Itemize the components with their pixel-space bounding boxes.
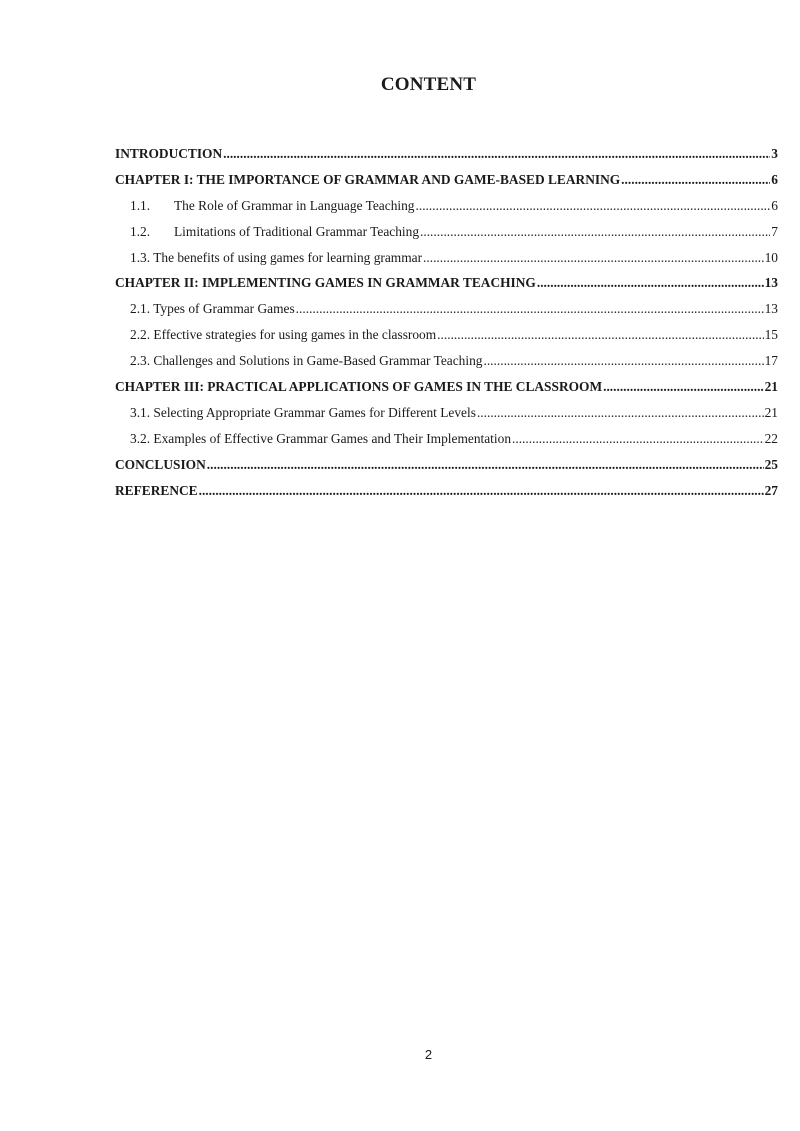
toc-entry-label: 2.1. Types of Grammar Games bbox=[130, 301, 295, 317]
toc-entry-page: 27 bbox=[764, 482, 778, 498]
toc-entry-label: 1.3. The benefits of using games for learning grammar bbox=[130, 249, 423, 265]
toc-entry-3-2[interactable] bbox=[115, 431, 778, 457]
dot-leader bbox=[603, 379, 764, 395]
toc-entry-page: 22 bbox=[764, 430, 778, 446]
toc-entry-1-2[interactable] bbox=[115, 224, 778, 250]
toc-entry-label: The Role of Grammar in Language Teaching bbox=[174, 197, 415, 213]
toc-entry-2-2[interactable] bbox=[115, 327, 778, 353]
toc-entry-introduction[interactable] bbox=[115, 146, 778, 172]
table-of-contents bbox=[115, 146, 778, 508]
toc-entry-chapter-1[interactable] bbox=[115, 172, 778, 198]
dot-leader bbox=[477, 405, 764, 421]
toc-entry-3-1[interactable] bbox=[115, 405, 778, 431]
toc-entry-label: Limitations of Traditional Grammar Teaching bbox=[174, 223, 420, 239]
toc-entry-page: 15 bbox=[764, 327, 778, 343]
page-title: CONTENT bbox=[380, 74, 477, 95]
toc-entry-conclusion[interactable] bbox=[115, 457, 778, 483]
toc-entry-2-3[interactable] bbox=[115, 353, 778, 379]
toc-entry-page: 21 bbox=[764, 379, 778, 395]
toc-entry-2-1[interactable] bbox=[115, 301, 778, 327]
toc-entry-page: 7 bbox=[771, 223, 778, 239]
dot-leader bbox=[296, 301, 764, 317]
dot-leader bbox=[223, 146, 770, 162]
toc-entry-label: CHAPTER III: PRACTICAL APPLICATIONS OF GAMES IN THE CLASSROOM bbox=[115, 379, 603, 395]
toc-entry-label: 3.1. Selecting Appropriate Grammar Games for Different Levels bbox=[130, 404, 476, 420]
toc-entry-page: 25 bbox=[764, 456, 778, 472]
dot-leader bbox=[512, 431, 764, 447]
toc-entry-label: REFERENCE bbox=[115, 482, 198, 498]
toc-entry-reference[interactable] bbox=[115, 483, 778, 509]
dot-leader bbox=[416, 198, 771, 214]
page-number: 2 bbox=[424, 1047, 433, 1062]
toc-entry-chapter-3[interactable] bbox=[115, 379, 778, 405]
toc-entry-1-3[interactable] bbox=[115, 250, 778, 276]
toc-entry-label: 3.2. Examples of Effective Grammar Games and Their Implementation bbox=[130, 430, 512, 446]
dot-leader bbox=[420, 224, 770, 240]
dot-leader bbox=[537, 275, 764, 291]
toc-entry-label: CONCLUSION bbox=[115, 456, 206, 472]
toc-entry-page: 13 bbox=[764, 301, 778, 317]
toc-entry-page: 21 bbox=[764, 404, 778, 420]
toc-entry-label: 2.3. Challenges and Solutions in Game-Based Grammar Teaching bbox=[130, 353, 483, 369]
toc-entry-page: 3 bbox=[771, 146, 778, 161]
dot-leader bbox=[199, 483, 764, 499]
dot-leader bbox=[437, 327, 763, 343]
toc-entry-page: 17 bbox=[764, 353, 778, 369]
toc-entry-page: 6 bbox=[771, 197, 778, 213]
dot-leader bbox=[621, 172, 770, 188]
toc-entry-page: 13 bbox=[764, 275, 778, 291]
toc-entry-number: 1.2. bbox=[130, 223, 151, 239]
toc-entry-label: INTRODUCTION bbox=[115, 146, 223, 161]
toc-entry-label: CHAPTER I: THE IMPORTANCE OF GRAMMAR AND GAME-BASED LEARNING bbox=[115, 171, 621, 187]
toc-entry-page: 6 bbox=[771, 171, 778, 187]
dot-leader bbox=[207, 457, 764, 473]
toc-entry-chapter-2[interactable] bbox=[115, 275, 778, 301]
toc-entry-label: 2.2. Effective strategies for using games in the classroom bbox=[130, 327, 437, 343]
dot-leader bbox=[423, 250, 764, 266]
toc-entry-label: CHAPTER II: IMPLEMENTING GAMES IN GRAMMAR TEACHING bbox=[115, 275, 536, 291]
toc-entry-1-1[interactable] bbox=[115, 198, 778, 224]
dot-leader bbox=[483, 353, 763, 369]
toc-entry-number: 1.1. bbox=[130, 197, 151, 213]
toc-entry-page: 10 bbox=[764, 249, 778, 265]
